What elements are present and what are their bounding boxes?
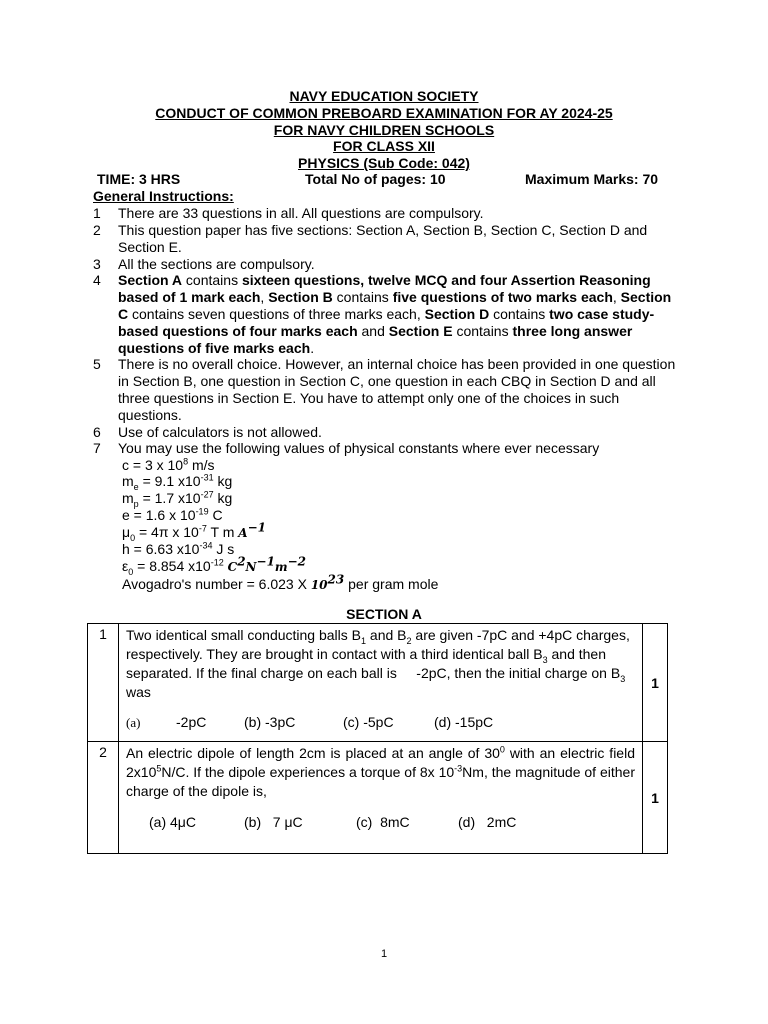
question-row <box>88 742 668 854</box>
math-exponent: 23 <box>327 572 345 587</box>
math-symbol: C <box>227 560 238 574</box>
text: and then separated. If the final charge on each ball is -2pC, then the initial charge on B <box>126 646 621 681</box>
instruction-number: 3 <box>93 256 101 272</box>
bold-text: Section C <box>118 289 672 322</box>
option-d: (d) -15pC <box>434 714 494 730</box>
symbol: m <box>122 490 134 506</box>
exponent: 5 <box>156 763 162 774</box>
symbol: m <box>122 473 134 489</box>
page-number: 1 <box>380 948 388 960</box>
text: An electric dipole of length 2cm is placed at an angle of 30 <box>126 745 500 761</box>
exponent: -31 <box>200 472 214 483</box>
header-schools: FOR NAVY CHILDREN SCHOOLS <box>273 122 495 138</box>
instruction-number: 4 <box>93 272 101 288</box>
constant-permittivity <box>122 554 307 577</box>
unit: kg <box>213 490 233 506</box>
subscript: 0 <box>130 532 136 543</box>
text: = 4π x 10 <box>135 524 199 540</box>
text: = 1.7 x10 <box>138 490 201 506</box>
exponent: 8 <box>183 456 189 467</box>
subscript: 3 <box>620 673 626 684</box>
text: Two identical small conducting balls B <box>126 627 362 643</box>
constant-electron-charge <box>122 507 223 524</box>
math-symbol: A <box>238 526 248 540</box>
subscript: p <box>133 498 139 509</box>
text: with an electric field 2x10 <box>126 745 635 780</box>
subscript: 0 <box>128 566 134 577</box>
instruction-text: There are 33 questions in all. All questions are compulsory. <box>118 205 484 221</box>
bold-text: Section D <box>424 306 490 322</box>
exponent: -19 <box>195 506 209 517</box>
text: and <box>357 323 389 339</box>
unit: m/s <box>188 457 215 473</box>
question-body <box>119 624 643 742</box>
questions-table <box>87 623 668 854</box>
constant-permeability <box>122 520 266 543</box>
header-exam-title: CONDUCT OF COMMON PREBOARD EXAMINATION FOR AY 2024-25 <box>155 105 613 121</box>
instruction-text: There is no overall choice. However, an internal choice has been provided in one question in Section B, one question in Section C, one question in each CBQ in Section D and all three questions in Section E. You have to attempt only one of the choices in such questions. <box>118 356 676 423</box>
text: , <box>260 289 269 305</box>
bold-text: three long answer questions of five marks each <box>118 323 633 356</box>
question-marks: 1 <box>643 742 668 854</box>
bold-text: Section B <box>268 289 333 305</box>
exponent: -12 <box>210 557 224 568</box>
meta-max-marks: Maximum Marks: 70 <box>525 171 659 187</box>
subscript: 3 <box>542 654 548 665</box>
option-c: (c) 8mC <box>356 814 410 830</box>
subscript: 1 <box>361 635 367 646</box>
question-text <box>126 744 635 801</box>
unit: kg <box>213 473 233 489</box>
symbol: μ <box>122 524 131 540</box>
option-a: (a) 4μC <box>149 814 196 830</box>
text: = 9.1 x10 <box>138 473 201 489</box>
math-exponent: 2 <box>237 554 246 569</box>
constant-avogadro <box>122 572 439 594</box>
instruction-text: All the sections are compulsory. <box>118 256 315 272</box>
subscript: 2 <box>406 635 412 646</box>
option-a: -2pC <box>176 714 207 730</box>
header-subject: PHYSICS (Sub Code: 042) <box>298 155 470 171</box>
bold-text: sixteen questions, twelve MCQ and four Assertion Reasoning based of 1 mark each <box>118 272 651 305</box>
math-symbol: N <box>245 560 257 574</box>
unit: C <box>208 507 223 523</box>
question-number: 1 <box>88 624 119 742</box>
bold-text: five questions of two marks each <box>392 289 613 305</box>
general-instructions-title: General Instructions: <box>93 188 234 204</box>
instruction-text <box>118 272 678 357</box>
text: Nm, the magnitude of either charge of the dipole is, <box>126 764 635 799</box>
text: contains <box>332 289 393 305</box>
option-d: (d) 2mC <box>458 814 517 830</box>
math-symbol: m <box>274 560 288 574</box>
question-text <box>126 626 635 702</box>
text: contains <box>182 272 242 288</box>
exponent: 0 <box>499 744 505 755</box>
option-b: (b) -3pC <box>244 714 296 730</box>
options-row <box>126 713 635 732</box>
symbol: ε <box>122 558 129 574</box>
text: , <box>612 289 621 305</box>
exponent: -7 <box>198 523 207 534</box>
instruction-text: Use of calculators is not allowed. <box>118 424 322 440</box>
text: contains seven questions of three marks each, <box>128 306 425 322</box>
subscript: e <box>133 481 139 492</box>
instruction-number: 5 <box>93 356 101 372</box>
math-exponent: −2 <box>287 554 307 569</box>
meta-time: TIME: 3 HRS <box>97 171 181 187</box>
option-c: (c) -5pC <box>343 714 394 730</box>
instruction-number: 2 <box>93 222 101 238</box>
text: contains <box>452 323 513 339</box>
constant-proton-mass <box>122 490 232 507</box>
header-class: FOR CLASS XII <box>333 138 435 154</box>
instruction-text: You may use the following values of physical constants where ever necessary <box>118 440 600 456</box>
header-society: NAVY EDUCATION SOCIETY <box>289 88 479 104</box>
unit: J s <box>212 541 235 557</box>
unit: per gram mole <box>344 576 439 592</box>
instruction-text: This question paper has five sections: Section A, Section B, Section C, Section D and Section E. <box>118 222 648 255</box>
text: = 8.854 x10 <box>133 558 211 574</box>
constant-planck <box>122 541 234 558</box>
bold-text: Section E <box>388 323 453 339</box>
question-marks: 1 <box>643 624 668 742</box>
question-body <box>119 742 643 854</box>
math-number: 10 <box>310 578 328 592</box>
constant-electron-mass <box>122 473 232 490</box>
text: . <box>310 340 315 356</box>
text: was <box>126 684 151 700</box>
question-row <box>88 624 668 742</box>
section-a-title: SECTION A <box>346 606 422 622</box>
option-b: (b) 7 μC <box>244 814 303 830</box>
math-exponent: −1 <box>247 520 266 535</box>
instruction-number: 1 <box>93 205 101 221</box>
unit: T m <box>206 524 239 540</box>
question-number: 2 <box>88 742 119 854</box>
options-row <box>126 813 635 832</box>
bold-text: Section A <box>118 272 183 288</box>
text: and B <box>366 627 407 643</box>
text: Avogadro's number = 6.023 X <box>122 576 311 592</box>
exponent: -3 <box>454 763 463 774</box>
exponent: -34 <box>199 540 213 551</box>
text: contains <box>489 306 550 322</box>
exponent: -27 <box>200 489 214 500</box>
math-exponent: −1 <box>256 554 275 569</box>
text: c = 3 x 10 <box>122 457 184 473</box>
bold-text: two case study-based questions of four marks each <box>118 306 655 339</box>
text: h = 6.63 x10 <box>122 541 200 557</box>
text: N/C. If the dipole experiences a torque of 8x 10 <box>161 764 455 780</box>
instruction-number: 7 <box>93 440 101 456</box>
instruction-number: 6 <box>93 424 101 440</box>
text: are given -7pC and +4pC charges, respectively. They are brought in contact with a third identical ball B <box>126 627 630 662</box>
option-label: (a) <box>126 715 141 730</box>
meta-total-pages: Total No of pages: 10 <box>305 171 446 187</box>
text: e = 1.6 x 10 <box>122 507 196 523</box>
